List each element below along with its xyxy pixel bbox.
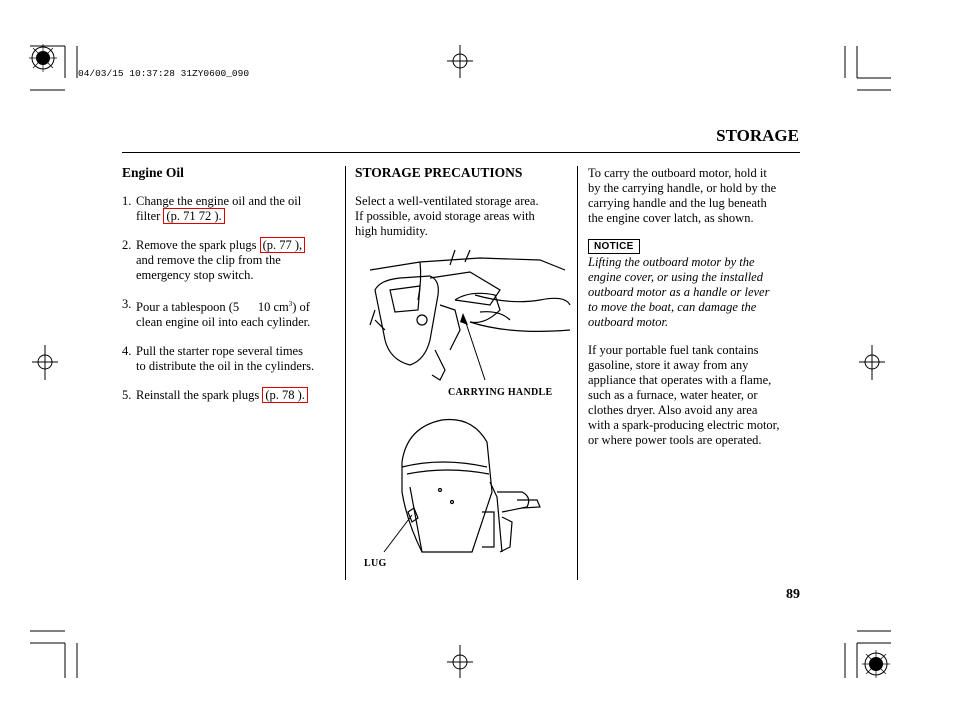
lug-illustration [362,412,562,562]
engine-oil-heading: Engine Oil [122,165,184,180]
caption-lug: LUG [364,558,387,569]
column-divider-1 [345,166,346,580]
list-item: 3. Pour a tablespoon (5 10 $cm^3$) of clean engine oil into each cylinder. [122,297,311,330]
page-number: 89 [786,587,800,602]
engine-oil-section [122,165,340,417]
crosshair-top-center [447,45,473,78]
carry-instructions: To carry the outboard motor, hold it by the carrying handle, or hold by the carrying handle and the lug beneath the engine cover latch, as shown. [588,166,777,225]
notice-label: NOTICE [588,236,640,254]
list-item: 4. Pull the starter rope several times to distribute the oil in the cylinders. [122,344,315,374]
carrying-handle-illustration [360,250,572,390]
crosshair-right-middle [859,345,885,380]
list-item: 2. Remove the spark plugs (p. 77 ), and remove the clip from the emergency stop switch. [122,238,340,283]
list-item: 1. Change the engine oil and the oil filter (p. 71 72 ). [122,194,302,223]
caption-carrying-handle: CARRYING HANDLE [448,387,553,398]
page-reference-link[interactable]: (p. 71 72 ). [163,208,224,224]
precautions-heading: STORAGE PRECAUTIONS [355,165,523,180]
crosshair-left-middle [32,345,58,380]
column-divider-2 [577,166,578,580]
fuel-tank-warning: If your portable fuel tank contains gasoline, store it away from any appliance that operates with a flame, such as a furnace, water heater, or clothes dryer. Also avoid any area with a spark-producing electric motor, or where power tools are operated. [588,343,780,447]
notice-text: Lifting the outboard motor by the engine cover, or using the installed outboard motor as a handle or lever to move the boat, can damage the outboard motor. [588,255,770,329]
header-rule [122,152,800,153]
page-reference-link[interactable]: (p. 77 ), [260,237,306,253]
page-title: STORAGE [716,126,799,145]
precautions-section [355,165,570,239]
list-item: 5. Reinstall the spark plugs (p. 78 ). [122,388,340,403]
precautions-text: Select a well-ventilated storage area. If possible, avoid storage areas with high humidity. [355,194,539,238]
crop-mark-starburst-bottom-right [862,650,890,678]
engine-oil-steps [122,194,340,403]
print-timestamp: 04/03/15 10:37:28 31ZY0600_090 [78,68,250,79]
page-reference-link[interactable]: (p. 78 ). [262,387,308,403]
crosshair-bottom-center [447,645,473,678]
crop-mark-starburst-top-left [29,44,57,72]
